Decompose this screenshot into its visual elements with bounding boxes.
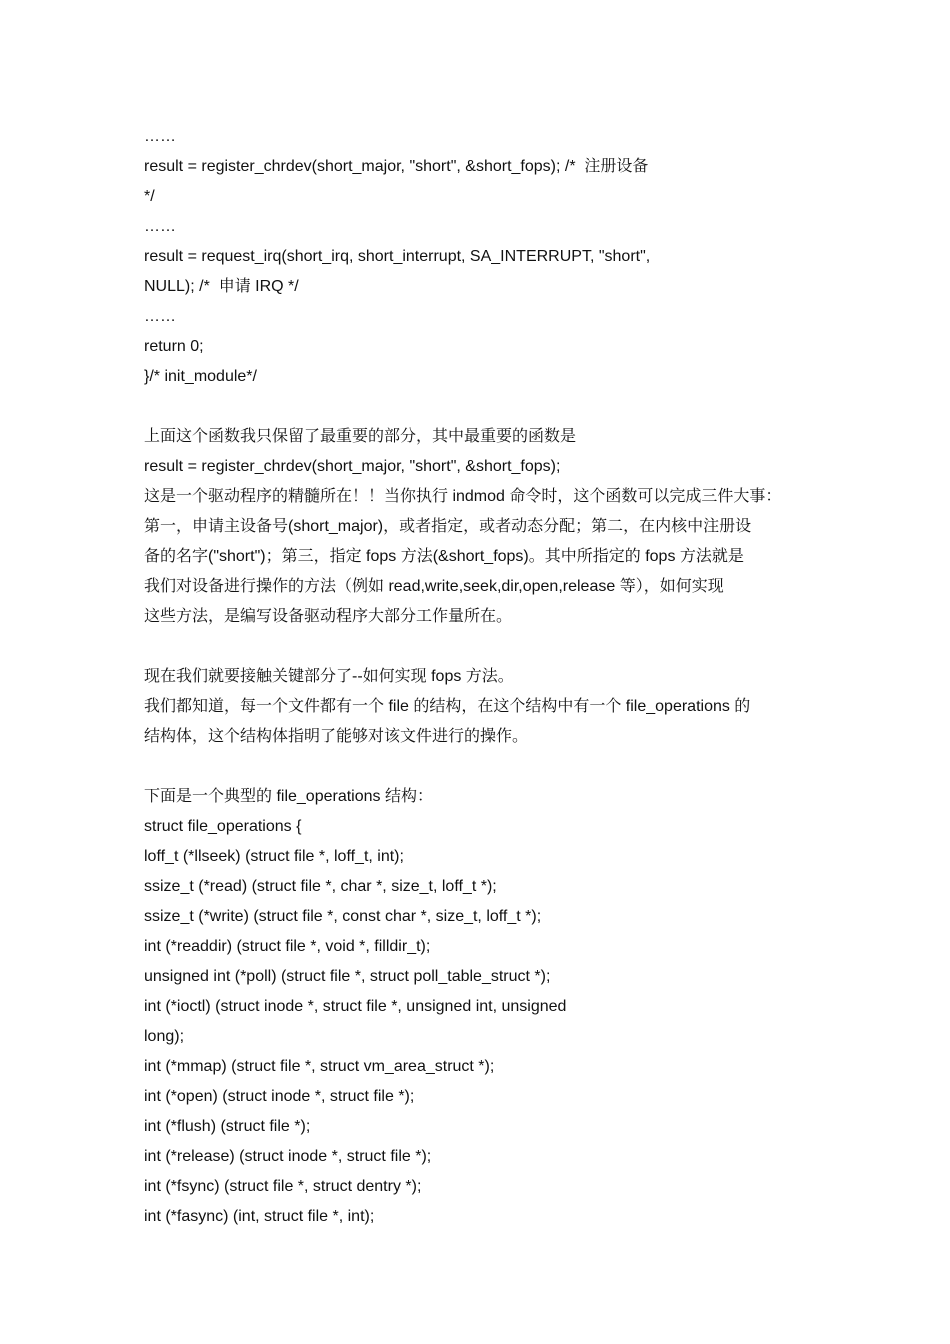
text-line: 我们都知道，每一个文件都有一个 file 的结构，在这个结构中有一个 file_operations 的: [144, 698, 751, 715]
text-line: ……: [144, 308, 176, 325]
text-line: ……: [144, 128, 176, 145]
code-line: unsigned int (*poll) (struct file *, struct poll_table_struct *);: [144, 968, 551, 985]
blank-line: [144, 752, 824, 782]
code-line: struct file_operations {: [144, 818, 302, 835]
code-line: ssize_t (*read) (struct file *, char *, size_t, loff_t *);: [144, 878, 497, 895]
text-line: 上面这个函数我只保留了最重要的部分，其中最重要的函数是: [144, 428, 577, 445]
code-line: int (*mmap) (struct file *, struct vm_area_struct *);: [144, 1058, 495, 1075]
text-line: 这是一个驱动程序的精髓所在！！当你执行 indmod 命令时，这个函数可以完成三件大事：: [144, 488, 782, 505]
text-line: }/* init_module*/: [144, 368, 257, 385]
code-line: int (*flush) (struct file *);: [144, 1118, 311, 1135]
code-line: int (*ioctl) (struct inode *, struct file *, unsigned int, unsigned: [144, 998, 567, 1015]
blank-line: [144, 392, 824, 422]
text-line: 我们对设备进行操作的方法（例如 read,write,seek,dir,open,release 等），如何实现: [144, 578, 724, 595]
document-body: [144, 122, 824, 1232]
text-line: 结构体，这个结构体指明了能够对该文件进行的操作。: [144, 728, 529, 745]
text-line: 下面是一个典型的 file_operations 结构：: [144, 788, 433, 805]
text-line: ……: [144, 218, 176, 235]
code-line: int (*open) (struct inode *, struct file *);: [144, 1088, 415, 1105]
text-line: 现在我们就要接触关键部分了--如何实现 fops 方法。: [144, 668, 514, 685]
code-line: int (*readdir) (struct file *, void *, filldir_t);: [144, 938, 431, 955]
text-line: 第一，申请主设备号(short_major)，或者指定，或者动态分配；第二，在内核中注册设: [144, 518, 752, 535]
text-line: result = request_irq(short_irq, short_interrupt, SA_INTERRUPT, "short",: [144, 248, 651, 265]
text-line: result = register_chrdev(short_major, "short", &short_fops);: [144, 458, 561, 475]
blank-line: [144, 632, 824, 662]
code-line: int (*fasync) (int, struct file *, int);: [144, 1208, 375, 1225]
text-line: 这些方法，是编写设备驱动程序大部分工作量所在。: [144, 608, 513, 625]
code-line: loff_t (*llseek) (struct file *, loff_t, int);: [144, 848, 404, 865]
code-line: int (*fsync) (struct file *, struct dentry *);: [144, 1178, 422, 1195]
text-line: NULL); /* 申请 IRQ */: [144, 278, 299, 295]
text-line: result = register_chrdev(short_major, "short", &short_fops); /* 注册设备: [144, 158, 649, 175]
text-line: 备的名字("short")；第三，指定 fops 方法(&short_fops)。其中所指定的 fops 方法就是: [144, 548, 744, 565]
text-line: */: [144, 188, 155, 205]
text-line: return 0;: [144, 338, 204, 355]
code-line: long);: [144, 1028, 185, 1045]
code-line: int (*release) (struct inode *, struct file *);: [144, 1148, 432, 1165]
code-line: ssize_t (*write) (struct file *, const char *, size_t, loff_t *);: [144, 908, 542, 925]
